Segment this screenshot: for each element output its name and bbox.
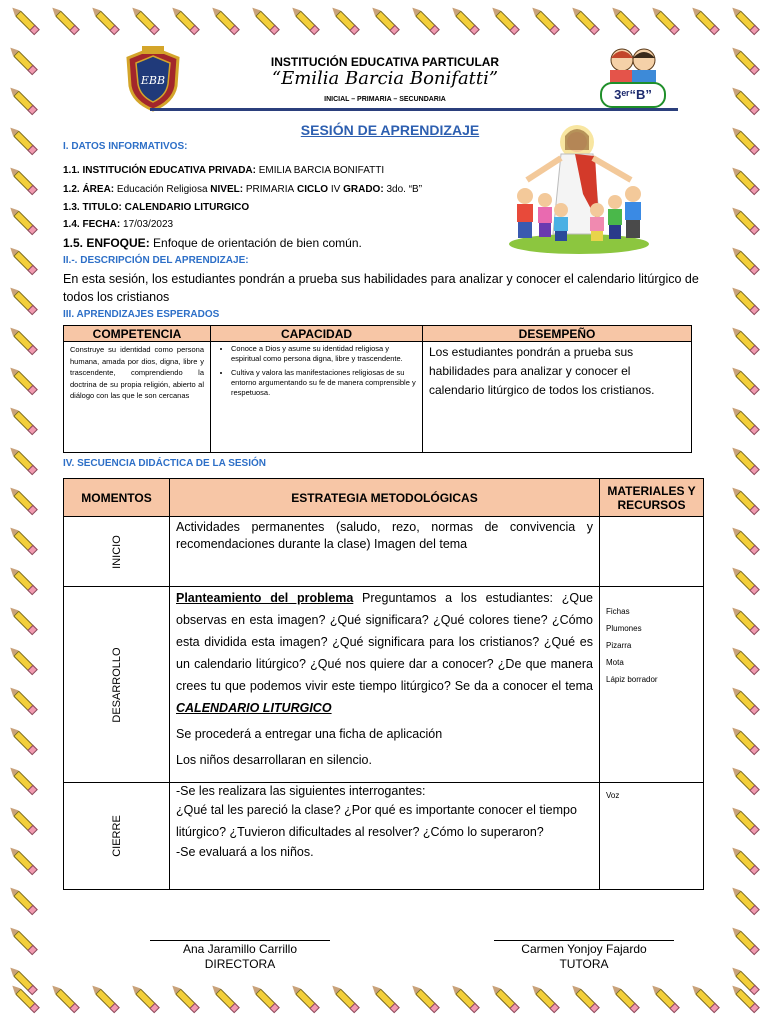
pencil-icon: [649, 3, 680, 34]
pencil-icon: [529, 981, 560, 1012]
pencil-icon: [569, 981, 600, 1012]
capacidad-cell: [211, 342, 423, 453]
pencil-icon: [449, 981, 480, 1012]
pencil-icon: [7, 43, 38, 74]
pencil-icon: [729, 323, 760, 354]
pencil-icon: [329, 3, 360, 34]
desarrollo-materials: [600, 587, 704, 783]
pencil-icon: [169, 981, 200, 1012]
pencil-icon: [729, 883, 760, 914]
pencil-icon: [689, 3, 720, 34]
pencil-icon: [7, 83, 38, 114]
pencil-icon: [129, 3, 160, 34]
grade-badge: 3ᵉʳ“B”: [600, 82, 666, 108]
pencil-icon: [729, 83, 760, 114]
pencil-icon: [729, 203, 760, 234]
signer-right-role: TUTORA: [559, 957, 609, 971]
pencil-icon: [7, 883, 38, 914]
pencil-icon: [89, 3, 120, 34]
signer-right-name: Carmen Yonjoy Fajardo: [521, 942, 647, 956]
material-item: Lápiz borrador: [606, 675, 658, 684]
section-1-heading: I. DATOS INFORMATIVOS:: [63, 141, 188, 152]
didactic-sequence-table: [63, 478, 704, 890]
info-title: 1.3. TITULO: CALENDARIO LITURGICO: [63, 202, 250, 213]
pencil-icon: [7, 563, 38, 594]
pencil-icon: [7, 203, 38, 234]
desarrollo-strategy: Planteamiento del problema Preguntamos a los estudiantes: ¿Que observas en esta imagen? ¿Qué significara? ¿Qué colores tiene? ¿Cómo esta dividida esta imagen? ¿Qué significara para los cristianos? ¿Qué es un calendario litúrgico? ¿Qué nos quiere dar a conocer? ¿De que manera crees tu que podemos vivir este tiempo litúrgico? Se da a conocer el tema CALENDARIO LITURGICO Se procederá a entregar una ficha de aplicación Los niños desarrollaran en silencio.: [170, 587, 600, 783]
moment-inicio: INICIO: [64, 517, 170, 587]
worksheet-note: Se procederá a entregar una ficha de aplicación: [176, 727, 443, 741]
cierre-materials: Voz: [600, 783, 704, 890]
pencil-icon: [609, 981, 640, 1012]
crest-lettering: EBB: [140, 74, 166, 87]
header-competencia: COMPETENCIA: [64, 326, 211, 342]
material-item: Mota: [606, 658, 624, 667]
pencil-icon: [289, 981, 320, 1012]
section-2-heading: II.-. DESCRIPCIÓN DEL APRENDIZAJE:: [63, 255, 249, 266]
signature-line-right: [494, 940, 674, 941]
pencil-icon: [7, 283, 38, 314]
pencil-icon: [489, 3, 520, 34]
header-capacidad: CAPACIDAD: [211, 326, 423, 342]
pencil-icon: [729, 483, 760, 514]
pencil-icon: [729, 243, 760, 274]
pencil-icon: [129, 981, 160, 1012]
signer-left-role: DIRECTORA: [204, 957, 276, 971]
header-materiales: MATERIALES Y RECURSOS: [600, 479, 704, 517]
material-item: Plumones: [606, 624, 642, 633]
pencil-icon: [729, 683, 760, 714]
pencil-icon: [7, 603, 38, 634]
problem-statement-label: Planteamiento del problema: [176, 591, 354, 605]
pencil-icon: [7, 403, 38, 434]
pencil-icon: [7, 483, 38, 514]
pencil-icon: [7, 363, 38, 394]
pencil-icon: [369, 3, 400, 34]
silent-work-note: Los niños desarrollaran en silencio.: [176, 753, 372, 767]
pencil-icon: [729, 163, 760, 194]
pencil-icon: [7, 163, 38, 194]
topic-label: CALENDARIO LITURGICO: [176, 701, 332, 715]
moment-cierre: CIERRE: [64, 783, 170, 890]
closing-evaluation: -Se evaluará a los niños.: [176, 845, 314, 859]
pencil-icon: [7, 723, 38, 754]
closing-questions: ¿Qué tal les pareció la clase? ¿Por qué es importante conocer el tiempo litúrgico? ¿Tuvieron dificultades al resolver? ¿Cómo lo superaron?: [176, 803, 577, 839]
pencil-icon: [489, 981, 520, 1012]
pencil-icon: [409, 981, 440, 1012]
material-item: Fichas: [606, 607, 630, 616]
school-crest-logo: [118, 44, 188, 114]
page-title: SESIÓN DE APRENDIZAJE: [300, 122, 480, 138]
pencil-icon: [7, 123, 38, 154]
info-date: 1.4. FECHA: 17/03/2023: [63, 219, 174, 230]
pencil-icon: [729, 923, 760, 954]
inicio-strategy: Actividades permanentes (saludo, rezo, normas de convivencia y recomendaciones durante la clase) Imagen del tema: [170, 517, 600, 587]
pencil-icon: [369, 981, 400, 1012]
material-item: Pizarra: [606, 641, 632, 650]
pencil-icon: [449, 3, 480, 34]
expected-learning-table: [63, 325, 692, 453]
pencil-icon: [7, 763, 38, 794]
pencil-icon: [729, 3, 760, 34]
pencil-icon: [209, 3, 240, 34]
pencil-icon: [729, 763, 760, 794]
pencil-icon: [729, 563, 760, 594]
pencil-icon: [569, 3, 600, 34]
pencil-icon: [729, 643, 760, 674]
pencil-icon: [7, 923, 38, 954]
section-4-heading: IV. SECUENCIA DIDÁCTICA DE LA SESIÓN: [63, 458, 266, 469]
pencil-icon: [7, 523, 38, 554]
pencil-icon: [7, 643, 38, 674]
signer-left-name: Ana Jaramillo Carrillo: [182, 942, 298, 956]
signature-line-left: [150, 940, 330, 941]
competencia-cell: Construye su identidad como persona humana, amada por dios, digna, libre y trascendente, comprendiendo la doctrina de su propia religión, abierto al diálogo con las que le son cercanas: [64, 342, 211, 453]
pencil-icon: [609, 3, 640, 34]
pencil-icon: [729, 803, 760, 834]
cierre-strategy: [170, 783, 600, 890]
pencil-icon: [329, 981, 360, 1012]
pencil-icon: [409, 3, 440, 34]
pencil-icon: [729, 843, 760, 874]
pencil-icon: [249, 981, 280, 1012]
pencil-icon: [7, 683, 38, 714]
pencil-icon: [729, 603, 760, 634]
pencil-icon: [49, 3, 80, 34]
learning-description: En esta sesión, los estudiantes pondrán a prueba sus habilidades para analizar y conocer el calendario litúrgico de todos los cristianos: [63, 272, 699, 304]
capacidad-item: • Conoce a Dios y asume su identidad religiosa y espiritual como persona digna, libre y trascendente.: [231, 344, 416, 364]
pencil-icon: [89, 981, 120, 1012]
pencil-icon: [729, 363, 760, 394]
info-approach: 1.5. ENFOQUE: Enfoque de orientación de bien común.: [63, 236, 362, 250]
pencil-icon: [7, 323, 38, 354]
header-desempeno: DESEMPEÑO: [423, 326, 692, 342]
pencil-icon: [729, 43, 760, 74]
pencil-icon: [49, 981, 80, 1012]
pencil-icon: [7, 243, 38, 274]
education-levels: INICIAL – PRIMARIA – SECUNDARIA: [324, 96, 446, 103]
section-3-heading: III. APRENDIZAJES ESPERADOS: [63, 309, 220, 320]
header-estrategia: ESTRATEGIA METODOLÓGICAS: [170, 479, 600, 517]
pencil-icon: [729, 723, 760, 754]
pencil-icon: [7, 443, 38, 474]
header-momentos: MOMENTOS: [64, 479, 170, 517]
jesus-with-children-illustration: [505, 124, 653, 254]
closing-intro: -Se les realizara las siguientes interrogantes:: [176, 784, 426, 798]
pencil-icon: [729, 443, 760, 474]
info-institution: 1.1. INSTITUCIÓN EDUCATIVA PRIVADA: EMILIA BARCIA BONIFATTI: [63, 165, 385, 176]
pencil-icon: [7, 843, 38, 874]
pencil-icon: [729, 523, 760, 554]
institution-name: “Emilia Barcia Bonifatti”: [271, 68, 499, 89]
institution-type: INSTITUCIÓN EDUCATIVA PARTICULAR: [270, 55, 500, 69]
pencil-icon: [209, 981, 240, 1012]
pencil-icon: [729, 403, 760, 434]
moment-desarrollo: DESARROLLO: [64, 587, 170, 783]
desempeno-cell: Los estudiantes pondrán a prueba sus habilidades para analizar y conocer el calendario litúrgico de todos los cristianos.: [423, 342, 692, 453]
capacidad-item: • Cultiva y valora las manifestaciones religiosas de su entorno argumentando su fe de manera comprensible y respetuosa.: [231, 368, 416, 398]
pencil-icon: [649, 981, 680, 1012]
pencil-icon: [729, 283, 760, 314]
pencil-icon: [529, 3, 560, 34]
header-divider: [150, 108, 678, 111]
pencil-icon: [7, 803, 38, 834]
pencil-icon: [249, 3, 280, 34]
info-area: 1.2. ÁREA: Educación Religiosa NIVEL: PRIMARIA CICLO IV GRADO: 3do. “B”: [63, 184, 423, 195]
inicio-materials: [600, 517, 704, 587]
pencil-icon: [729, 123, 760, 154]
pencil-icon: [289, 3, 320, 34]
pencil-icon: [169, 3, 200, 34]
pencil-icon: [9, 3, 40, 34]
pencil-icon: [689, 981, 720, 1012]
